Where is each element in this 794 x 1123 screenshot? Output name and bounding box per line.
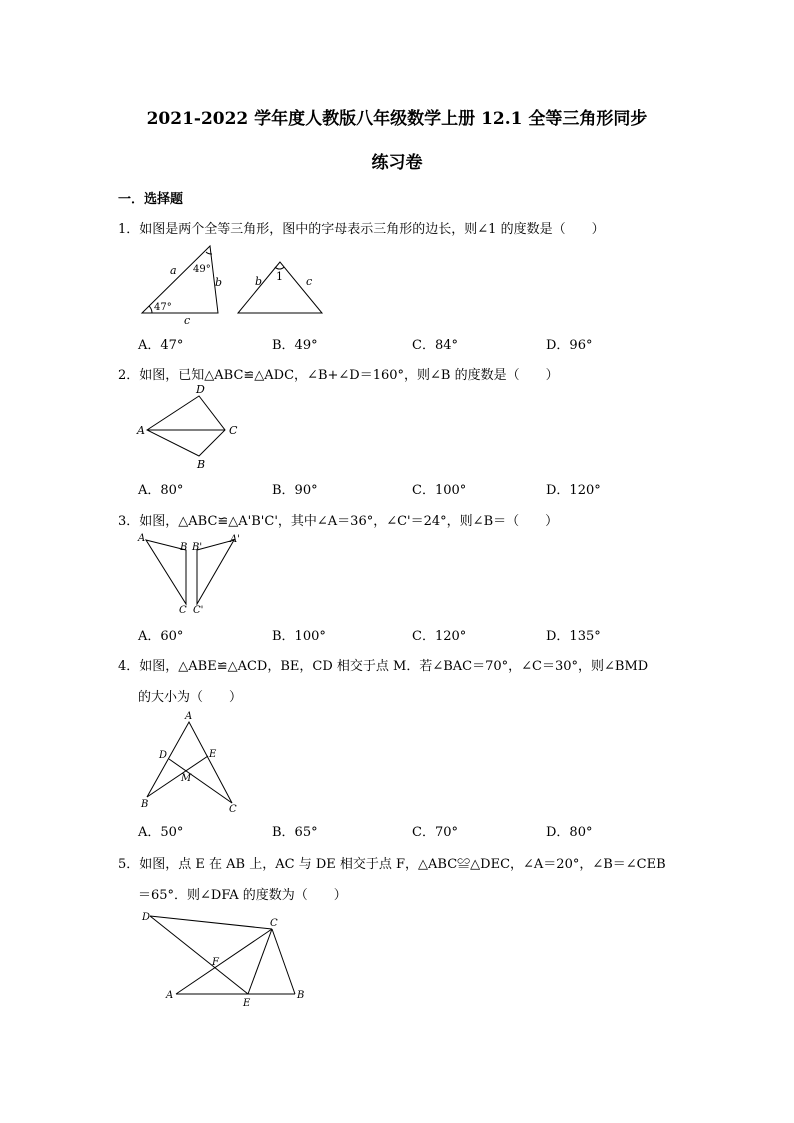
- q5-label-c: C: [270, 918, 278, 929]
- q1-label-c-right: c: [306, 275, 313, 288]
- q3-option-d: D．135°: [546, 629, 601, 644]
- q2-label-b: B: [197, 458, 206, 471]
- q1-label-b: b: [215, 276, 223, 289]
- question-5-figure: [138, 906, 313, 1011]
- q4-label-c: C: [229, 804, 237, 815]
- question-2-stem: 2．如图，已知△ABC≌△ADC，∠B+∠D＝160°，则∠B 的度数是（ ）: [118, 368, 559, 383]
- q4-label-e: E: [209, 749, 217, 760]
- q1-option-a: A．47°: [138, 338, 184, 353]
- q3-option-c: C．120°: [412, 629, 467, 644]
- q5-label-d: D: [142, 912, 151, 923]
- q5-label-b: B: [297, 990, 305, 1001]
- q2-label-d: D: [196, 383, 205, 396]
- q4-label-m: M: [181, 773, 192, 784]
- section-heading: 一．选择题: [118, 192, 184, 207]
- question-1-stem: 1．如图是两个全等三角形，图中的字母表示三角形的边长，则∠1 的度数是（ ）: [118, 222, 605, 237]
- q5-label-f: F: [212, 957, 219, 968]
- q3-label-c: C: [179, 605, 187, 616]
- q3-option-a: A．60°: [138, 629, 184, 644]
- question-5-stem-line2: ＝65°．则∠DFA 的度数为（ ）: [138, 888, 347, 903]
- question-1-figure: [130, 240, 350, 325]
- q4-option-c: C．70°: [412, 825, 458, 840]
- q1-label-b-right: b: [255, 275, 263, 288]
- q4-label-b: B: [141, 799, 149, 810]
- q4-label-d: D: [159, 750, 168, 761]
- q1-label-a: a: [170, 264, 177, 277]
- q4-option-d: D．80°: [546, 825, 593, 840]
- question-5-stem: 5．如图，点 E 在 AB 上，AC 与 DE 相交于点 F，△ABC≌△DEC，∠A＝20°，∠B＝∠CEB: [118, 857, 666, 872]
- q2-option-d: D．120°: [546, 483, 601, 498]
- question-2-figure: [132, 383, 252, 473]
- q3-label-b: B: [180, 542, 188, 553]
- q2-option-c: C．100°: [412, 483, 467, 498]
- q2-option-a: A．80°: [138, 483, 184, 498]
- q4-option-a: A．50°: [138, 825, 184, 840]
- q1-angle-47: 47°: [154, 302, 172, 313]
- q3-label-c2: C': [193, 605, 204, 616]
- q1-option-d: D．96°: [546, 338, 593, 353]
- page-title: 2021-2022 学年度人教版八年级数学上册 12.1 全等三角形同步: [146, 109, 648, 129]
- q5-label-e: E: [243, 998, 251, 1009]
- question-4-stem-line2: 的大小为（ ）: [138, 690, 243, 705]
- q1-label-c: c: [184, 314, 191, 325]
- q3-label-a: A: [138, 533, 146, 544]
- q5-label-a: A: [166, 990, 174, 1001]
- q1-option-b: B．49°: [272, 338, 318, 353]
- q3-option-b: B．100°: [272, 629, 326, 644]
- q2-label-c: C: [229, 424, 238, 437]
- q3-label-a2: A': [230, 534, 240, 545]
- q1-angle-49: 49°: [193, 264, 211, 275]
- q2-option-b: B．90°: [272, 483, 318, 498]
- page-title-line2: 练习卷: [371, 153, 423, 173]
- question-3-stem: 3．如图，△ABC≌△A'B'C'，其中∠A＝36°，∠C'＝24°，则∠B＝（ ）: [118, 514, 559, 529]
- question-4-figure: [136, 708, 246, 816]
- q1-angle-1: 1: [276, 270, 283, 283]
- q3-label-b2: B': [192, 542, 203, 553]
- question-3-figure: [134, 528, 254, 618]
- q4-label-a: A: [185, 711, 193, 722]
- q2-label-a: A: [137, 424, 145, 437]
- q1-option-c: C．84°: [412, 338, 458, 353]
- question-4-stem: 4．如图，△ABE≌△ACD，BE，CD 相交于点 M．若∠BAC＝70°，∠C＝30°，则∠BMD: [118, 659, 649, 674]
- q4-option-b: B．65°: [272, 825, 318, 840]
